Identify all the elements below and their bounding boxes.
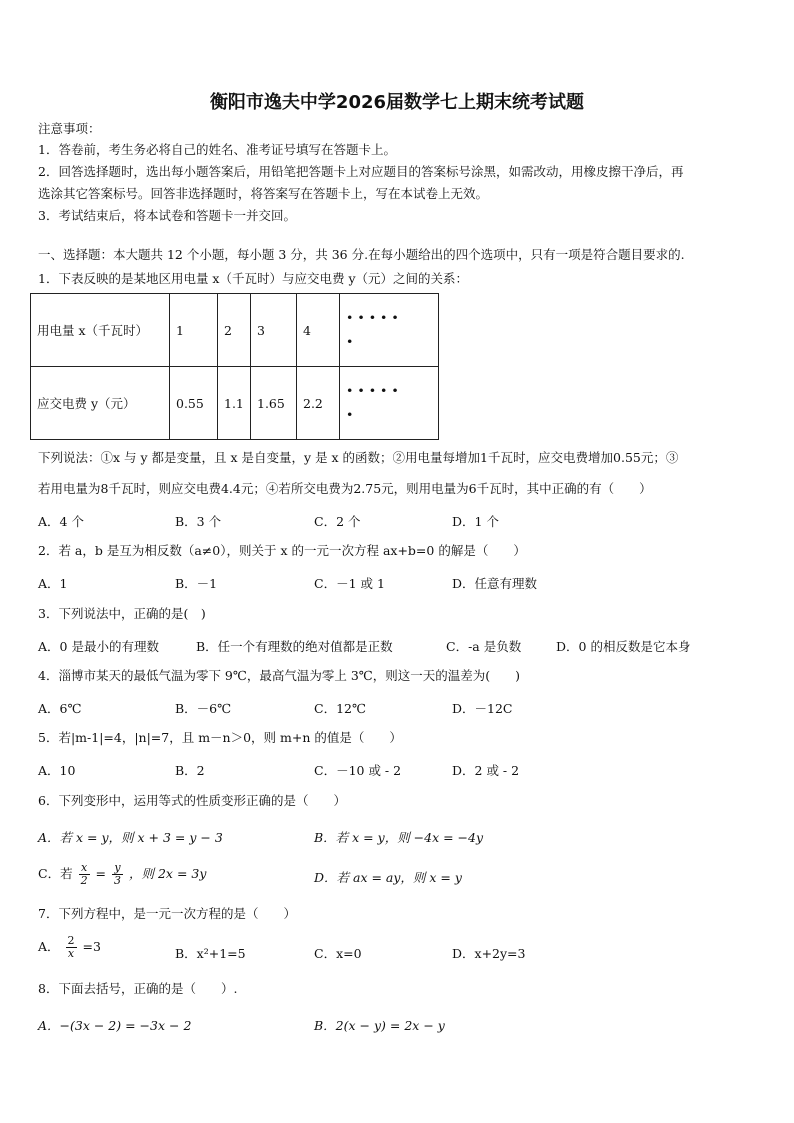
option-d[interactable]: D．1 个 bbox=[452, 514, 499, 529]
note-3: 3．考试结束后，将本试卷和答题卡一并交回。 bbox=[38, 208, 296, 223]
fraction-numerator: y bbox=[112, 862, 123, 875]
q3-stem: 3．下列说法中，正确的是( ) bbox=[38, 606, 206, 621]
option-d[interactable]: D．2 或 - 2 bbox=[452, 763, 520, 778]
equals-sign: = bbox=[95, 866, 107, 881]
table-cell-ellipsis bbox=[340, 367, 439, 440]
q5-stem: 5．若|m-1|=4，|n|=7，且 m－n＞0，则 m+n 的值是（ ） bbox=[38, 730, 402, 745]
option-c[interactable] bbox=[38, 862, 206, 887]
fraction bbox=[79, 862, 90, 887]
option-c[interactable]: C．2 个 bbox=[314, 514, 361, 529]
option-c[interactable]: C．x=0 bbox=[314, 946, 362, 961]
exam-title: 衡阳市逸夫中学2026届数学七上期末统考试题 bbox=[209, 92, 585, 113]
table-cell: 0.55 bbox=[170, 367, 218, 440]
option-a[interactable] bbox=[38, 935, 101, 960]
option-b[interactable]: B．若 x = y，则 −4x = −4y bbox=[314, 830, 484, 845]
fraction-numerator: 2 bbox=[67, 934, 75, 947]
option-d[interactable]: D．－12C bbox=[452, 701, 513, 716]
notes-heading: 注意事项： bbox=[38, 121, 101, 136]
q7-options bbox=[38, 935, 758, 971]
option-a-suffix: =3 bbox=[82, 939, 101, 954]
table-cell: 4 bbox=[297, 294, 340, 367]
option-a[interactable]: A．若 x = y，则 x + 3 = y − 3 bbox=[38, 830, 223, 845]
note-2-line-2: 选涂其它答案标号。回答非选择题时，将答案写在答题卡上，写在本试卷上无效。 bbox=[38, 186, 489, 201]
option-c[interactable]: C．－1 或 1 bbox=[314, 576, 385, 591]
option-a[interactable]: A．10 bbox=[38, 763, 76, 778]
table-cell: 3 bbox=[251, 294, 297, 367]
table-cell-ellipsis bbox=[340, 294, 439, 367]
option-b[interactable]: B．2 bbox=[175, 763, 205, 778]
table-cell: 1.65 bbox=[251, 367, 297, 440]
fraction bbox=[66, 935, 77, 960]
option-d[interactable]: D．x+2y=3 bbox=[452, 946, 526, 961]
q4-stem: 4．淄博市某天的最低气温为零下 9℃，最高气温为零上 3℃，则这一天的温差为( ) bbox=[38, 668, 521, 683]
q1-stem: 1．下表反映的是某地区用电量 x（千瓦时）与应交电费 y（元）之间的关系： bbox=[38, 271, 469, 286]
fraction-denominator: 3 bbox=[114, 874, 122, 887]
option-a[interactable]: A．4 个 bbox=[38, 514, 84, 529]
option-a-prefix: A． bbox=[38, 939, 60, 954]
q1-table bbox=[30, 293, 439, 440]
option-a[interactable]: A．0 是最小的有理数 bbox=[38, 639, 159, 654]
ellipsis-dots: • • • • • bbox=[346, 310, 399, 325]
ellipsis-dots: • • • • • bbox=[346, 383, 399, 398]
option-d[interactable]: D．若 ax = ay，则 x = y bbox=[314, 870, 462, 885]
table-row bbox=[31, 294, 439, 367]
table-row bbox=[31, 367, 439, 440]
table-cell: 1.1 bbox=[218, 367, 251, 440]
q6-options-row-1 bbox=[38, 828, 758, 846]
table-row-label: 应交电费 y（元） bbox=[31, 367, 170, 440]
fraction-denominator: x bbox=[67, 947, 75, 960]
option-c[interactable]: C．－10 或 - 2 bbox=[314, 763, 402, 778]
option-a[interactable]: A．6℃ bbox=[38, 701, 82, 716]
option-b[interactable]: B．3 个 bbox=[175, 514, 222, 529]
q3-options bbox=[38, 637, 758, 655]
option-b[interactable]: B．－6℃ bbox=[175, 701, 232, 716]
table-cell: 1 bbox=[170, 294, 218, 367]
fraction bbox=[112, 862, 123, 887]
option-c-prefix: C．若 bbox=[38, 866, 73, 881]
q6-options-row-2 bbox=[38, 862, 758, 890]
q1-text-1: 下列说法：①x 与 y 都是变量，且 x 是自变量，y 是 x 的函数；②用电量每增加1千瓦时，应交电费增加0.55元；③ bbox=[38, 450, 679, 465]
option-b[interactable]: B．任一个有理数的绝对值都是正数 bbox=[196, 639, 393, 654]
q4-options bbox=[38, 699, 758, 717]
option-b[interactable]: B．x²+1=5 bbox=[175, 946, 246, 961]
option-d[interactable]: D．任意有理数 bbox=[452, 576, 538, 591]
option-b[interactable]: B．－1 bbox=[175, 576, 218, 591]
q5-options bbox=[38, 761, 758, 779]
option-c[interactable]: C．12℃ bbox=[314, 701, 366, 716]
option-d[interactable]: D．0 的相反数是它本身 bbox=[556, 639, 691, 654]
q1-text-2: 若用电量为8千瓦时，则应交电费4.4元；④若所交电费为2.75元，则用电量为6千瓦时，其中正确的有（ ） bbox=[38, 481, 652, 496]
section-heading: 一、选择题：本大题共 12 个小题，每小题 3 分，共 36 分.在每小题给出的四个选项中，只有一项是符合题目要求的. bbox=[38, 247, 685, 262]
q1-options bbox=[38, 512, 758, 530]
note-2-line-1: 2．回答选择题时，选出每小题答案后，用铅笔把答题卡上对应题目的答案标号涂黑，如需改动，用橡皮擦干净后，再 bbox=[38, 164, 684, 179]
q8-options bbox=[38, 1016, 758, 1034]
option-b[interactable]: B．2(x − y) = 2x − y bbox=[314, 1018, 445, 1033]
q2-stem: 2．若 a，b 是互为相反数（a≠0），则关于 x 的一元一次方程 ax+b=0 的解是（ ） bbox=[38, 543, 526, 558]
table-cell: 2.2 bbox=[297, 367, 340, 440]
q7-stem: 7．下列方程中，是一元一次方程的是（ ） bbox=[38, 906, 296, 921]
ellipsis-dots: • bbox=[346, 334, 354, 349]
option-c-suffix: ，则 2x = 3y bbox=[129, 866, 207, 881]
ellipsis-dots: • bbox=[346, 407, 354, 422]
option-a[interactable]: A．1 bbox=[38, 576, 68, 591]
option-c[interactable]: C．-a 是负数 bbox=[446, 639, 522, 654]
note-1: 1．答卷前，考生务必将自己的姓名、准考证号填写在答题卡上。 bbox=[38, 142, 396, 157]
q6-stem: 6．下列变形中，运用等式的性质变形正确的是（ ） bbox=[38, 793, 346, 808]
table-row-label: 用电量 x（千瓦时） bbox=[31, 294, 170, 367]
q2-options bbox=[38, 574, 758, 592]
fraction-denominator: 2 bbox=[80, 874, 88, 887]
table-cell: 2 bbox=[218, 294, 251, 367]
q8-stem: 8．下面去括号，正确的是（ ）. bbox=[38, 981, 238, 996]
fraction-numerator: x bbox=[79, 862, 90, 875]
option-a[interactable]: A．−(3x − 2) = −3x − 2 bbox=[38, 1018, 192, 1033]
